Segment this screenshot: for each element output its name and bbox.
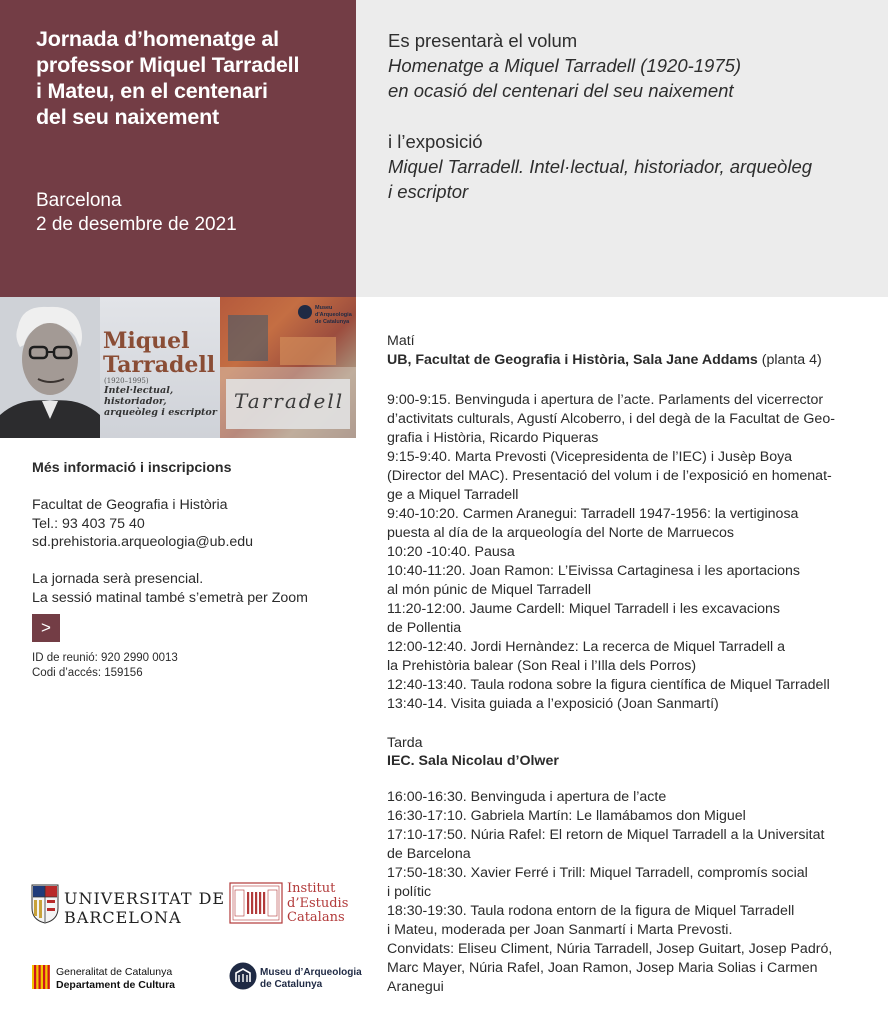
info-venue: Facultat de Geografia i Història (32, 497, 228, 513)
schedule-item: 16:30-17:10. Gabriela Martín: Le llamábamos don Miguel (387, 808, 746, 824)
presentation-intro: Es presentarà el volum (388, 30, 578, 51)
iec-logo-text (287, 882, 357, 926)
banner-name (103, 329, 223, 377)
generalitat-logo-line: Departament de Cultura (56, 978, 176, 991)
signature: Tarradell (234, 389, 345, 413)
iec-logo-line: Institut (287, 881, 336, 896)
afternoon-schedule (387, 788, 867, 997)
info-mode: La jornada serà presencial. (32, 571, 204, 587)
banner-subtitle-line: Intel·lectual, historiador, (104, 385, 174, 407)
page-title (36, 26, 336, 130)
morning-venue (387, 351, 822, 370)
museum-mini-line: Museu d'Arqueologia (315, 305, 352, 318)
afternoon-venue (387, 752, 559, 771)
banner-years: (1920–1995) (104, 377, 149, 385)
event-date: 2 de desembre de 2021 (36, 214, 237, 235)
morning-label: Matí (387, 333, 415, 349)
generalitat-logo-line: Generalitat de Catalunya (56, 966, 173, 978)
generalitat-logo-text (56, 966, 175, 991)
iec-logo-line: d’Estudis (287, 895, 349, 911)
afternoon-venue-bold: IEC. Sala Nicolau d’Olwer (387, 753, 559, 769)
presentation-panel (356, 0, 888, 297)
generalitat-icon (32, 965, 50, 989)
book-title-line: en ocasió del centenari del seu naixement (388, 80, 734, 101)
title-line: professor Miquel Tarradell (36, 53, 300, 77)
schedule-item: 17:10-17:50. Núria Rafel: El retorn de Miquel Tarradell a la Universitat de Barcelona (387, 827, 825, 862)
museum-mini-line: de Catalunya (315, 319, 350, 325)
header-panel (0, 0, 356, 297)
ub-logo-line: BARCELONA (64, 908, 182, 927)
afternoon-label: Tarda (387, 735, 423, 751)
title-line: i Mateu, en el centenari (36, 79, 268, 103)
schedule-item: 9:40-10:20. Carmen Aranegui: Tarradell 1947-1956: la vertiginosa puesta al día de la arqueología del Norte de Marruecos (387, 506, 799, 541)
morning-venue-bold: UB, Facultat de Geografia i Història, Sala Jane Addams (387, 352, 758, 368)
portrait-photo (0, 297, 100, 438)
exhibition-title-line: i escriptor (388, 181, 469, 202)
banner-name-line: Miquel (103, 328, 190, 354)
banner-subtitle-line: arqueòleg i escriptor (104, 407, 217, 418)
title-line: Jornada d’homenatge al (36, 27, 279, 51)
info-heading: Més informació i inscripcions (32, 460, 232, 476)
schedule-item: 10:20 -10:40. Pausa (387, 544, 515, 560)
iec-seal-icon (229, 882, 283, 924)
ub-logo-line: UNIVERSITAT DE (64, 889, 226, 908)
book-title-line: Homenatge a Miquel Tarradell (1920-1975) (388, 55, 742, 76)
morning-venue-extra: (planta 4) (757, 352, 822, 368)
morning-schedule (387, 391, 867, 714)
museum-mini-label (315, 305, 355, 326)
event-city: Barcelona (36, 190, 122, 211)
museum-logo-icon (298, 305, 312, 319)
schedule-item: 12:00-12:40. Jordi Hernàndez: La recerca de Miquel Tarradell a la Prehistòria balear (Son Real i l’Illa dels Porros) (387, 639, 786, 674)
banner-subtitle (104, 385, 222, 418)
schedule-item: 9:00-9:15. Benvinguda i apertura de l’acte. Parlaments del vicerrector d’activitats culturals, Agustí Alcoberro, i del degà de la Facultat de Geo- grafia i Història, Ricardo Piqueras (387, 392, 835, 446)
schedule-item: 9:15-9:40. Marta Prevosti (Vicepresidenta de l’IEC) i Jusèp Boya (Director del MAC). Presentació del volum i de l’exposició en homenat- ge a Miquel Tarradell (387, 449, 832, 503)
info-phone[interactable]: Tel.: 93 403 75 40 (32, 516, 145, 532)
access-code: Codi d’accés: 159156 (32, 667, 143, 679)
schedule-item: 12:40-13:40. Taula rodona sobre la figura científica de Miquel Tarradell (387, 677, 830, 693)
info-zoom-note: La sessió matinal també s’emetrà per Zoom (32, 590, 308, 606)
schedule-item: 18:30-19:30. Taula rodona entorn de la figura de Miquel Tarradell i Mateu, moderada per Joan Sanmartí i Marta Prevosti. Convidats: Eliseu Climent, Núria Tarradell, Josep Guitart, Josep Padró, Marc Mayer, Núria Rafel, Joan Ramon, Josep Maria Solias i Carmen Aranegui (387, 903, 833, 995)
schedule-item: 16:00-16:30. Benvinguda i apertura de l’acte (387, 789, 667, 805)
exhibition-title-line: Miquel Tarradell. Intel·lectual, historiador, arqueòleg (388, 156, 813, 177)
mac-logo-icon (229, 962, 257, 990)
iec-logo-line: Catalans (287, 910, 345, 925)
banner-name-line: Tarradell (103, 352, 216, 378)
meeting-id: ID de reunió: 920 2990 0013 (32, 652, 178, 664)
exhibition-banner (0, 297, 356, 438)
ub-shield-icon (31, 884, 59, 924)
zoom-link-button[interactable]: > (32, 614, 60, 642)
info-email[interactable]: sd.prehistoria.arqueologia@ub.edu (32, 534, 254, 550)
schedule-item: 13:40-14. Visita guiada a l’exposició (Joan Sanmartí) (387, 696, 719, 712)
banner-collage (220, 297, 356, 438)
schedule-item: 10:40-11:20. Joan Ramon: L’Eivissa Cartaginesa i les aportacions al món púnic de Miquel Tarradell (387, 563, 800, 598)
ub-logo-text (64, 889, 225, 927)
mac-logo-line: de Catalunya (260, 979, 323, 990)
mac-logo-text (260, 967, 370, 991)
exhibition-intro: i l’exposició (388, 131, 483, 152)
schedule-item: 17:50-18:30. Xavier Ferré i Trill: Miquel Tarradell, compromís social i polític (387, 865, 808, 900)
title-line: del seu naixement (36, 105, 220, 129)
schedule-item: 11:20-12:00. Jaume Cardell: Miquel Tarradell i les excavacions de Pollentia (387, 601, 780, 636)
mac-logo-line: Museu d’Arqueologia (260, 967, 362, 978)
